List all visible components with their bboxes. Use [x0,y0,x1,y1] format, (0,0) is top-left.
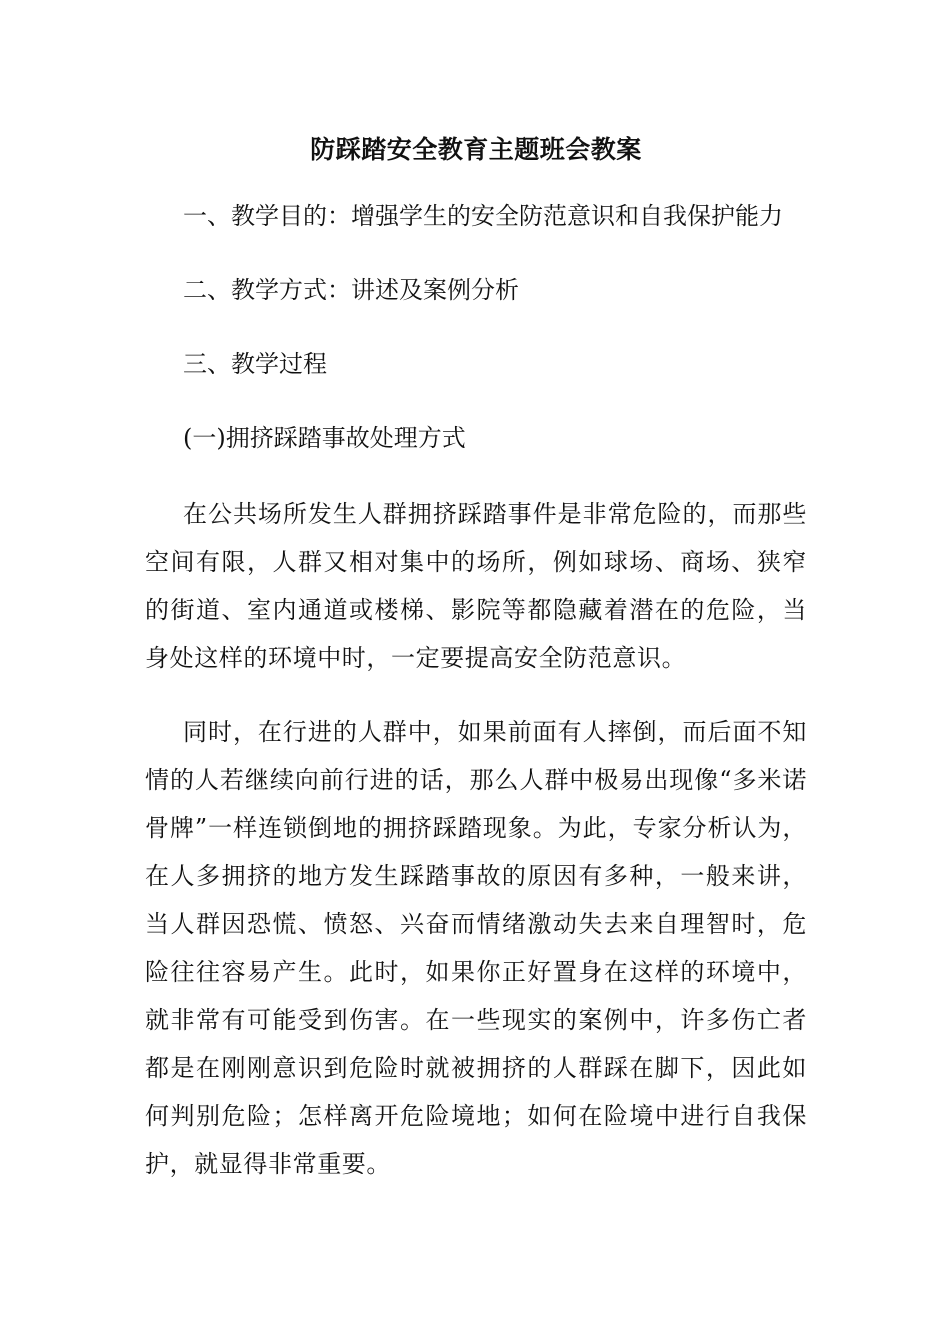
subsection-stampede-handling: (一)拥挤踩踏事故处理方式 [183,424,466,452]
document-title: 防踩踏安全教育主题班会教案 [310,135,642,164]
paragraph-public-places: 在公共场所发生人群拥挤踩踏事件是非常危险的，而那些空间有限，人群又相对集中的场所，例如球场、商场、狭窄的街道、室内通道或楼梯、影院等都隐藏着潜在的危险，当身处这样的环境中时，一定要提高安全防范意识。 [145,500,807,672]
section-objective: 一、教学目的：增强学生的安全防范意识和自我保护能力 [183,202,783,230]
paragraph-crowd-analysis: 同时，在行进的人群中，如果前面有人摔倒，而后面不知情的人若继续向前行进的话，那么人群中极易出现像“多米诺骨牌”一样连锁倒地的拥挤踩踏现象。为此，专家分析认为，在人多拥挤的地方发生踩踏事故的原因有多种，一般来讲，当人群因恐慌、愤怒、兴奋而情绪激动失去来自理智时，危险往往容易产生。此时，如果你正好置身在这样的环境中，就非常有可能受到伤害。在一些现实的案例中，许多伤亡者都是在刚刚意识到危险时就被拥挤的人群踩在脚下，因此如何判别危险；怎样离开危险境地；如何在险境中进行自我保护，就显得非常重要。 [145,718,807,1178]
document-body [145,128,807,1214]
section-process: 三、教学过程 [183,350,327,378]
section-method: 二、教学方式：讲述及案例分析 [183,276,519,304]
